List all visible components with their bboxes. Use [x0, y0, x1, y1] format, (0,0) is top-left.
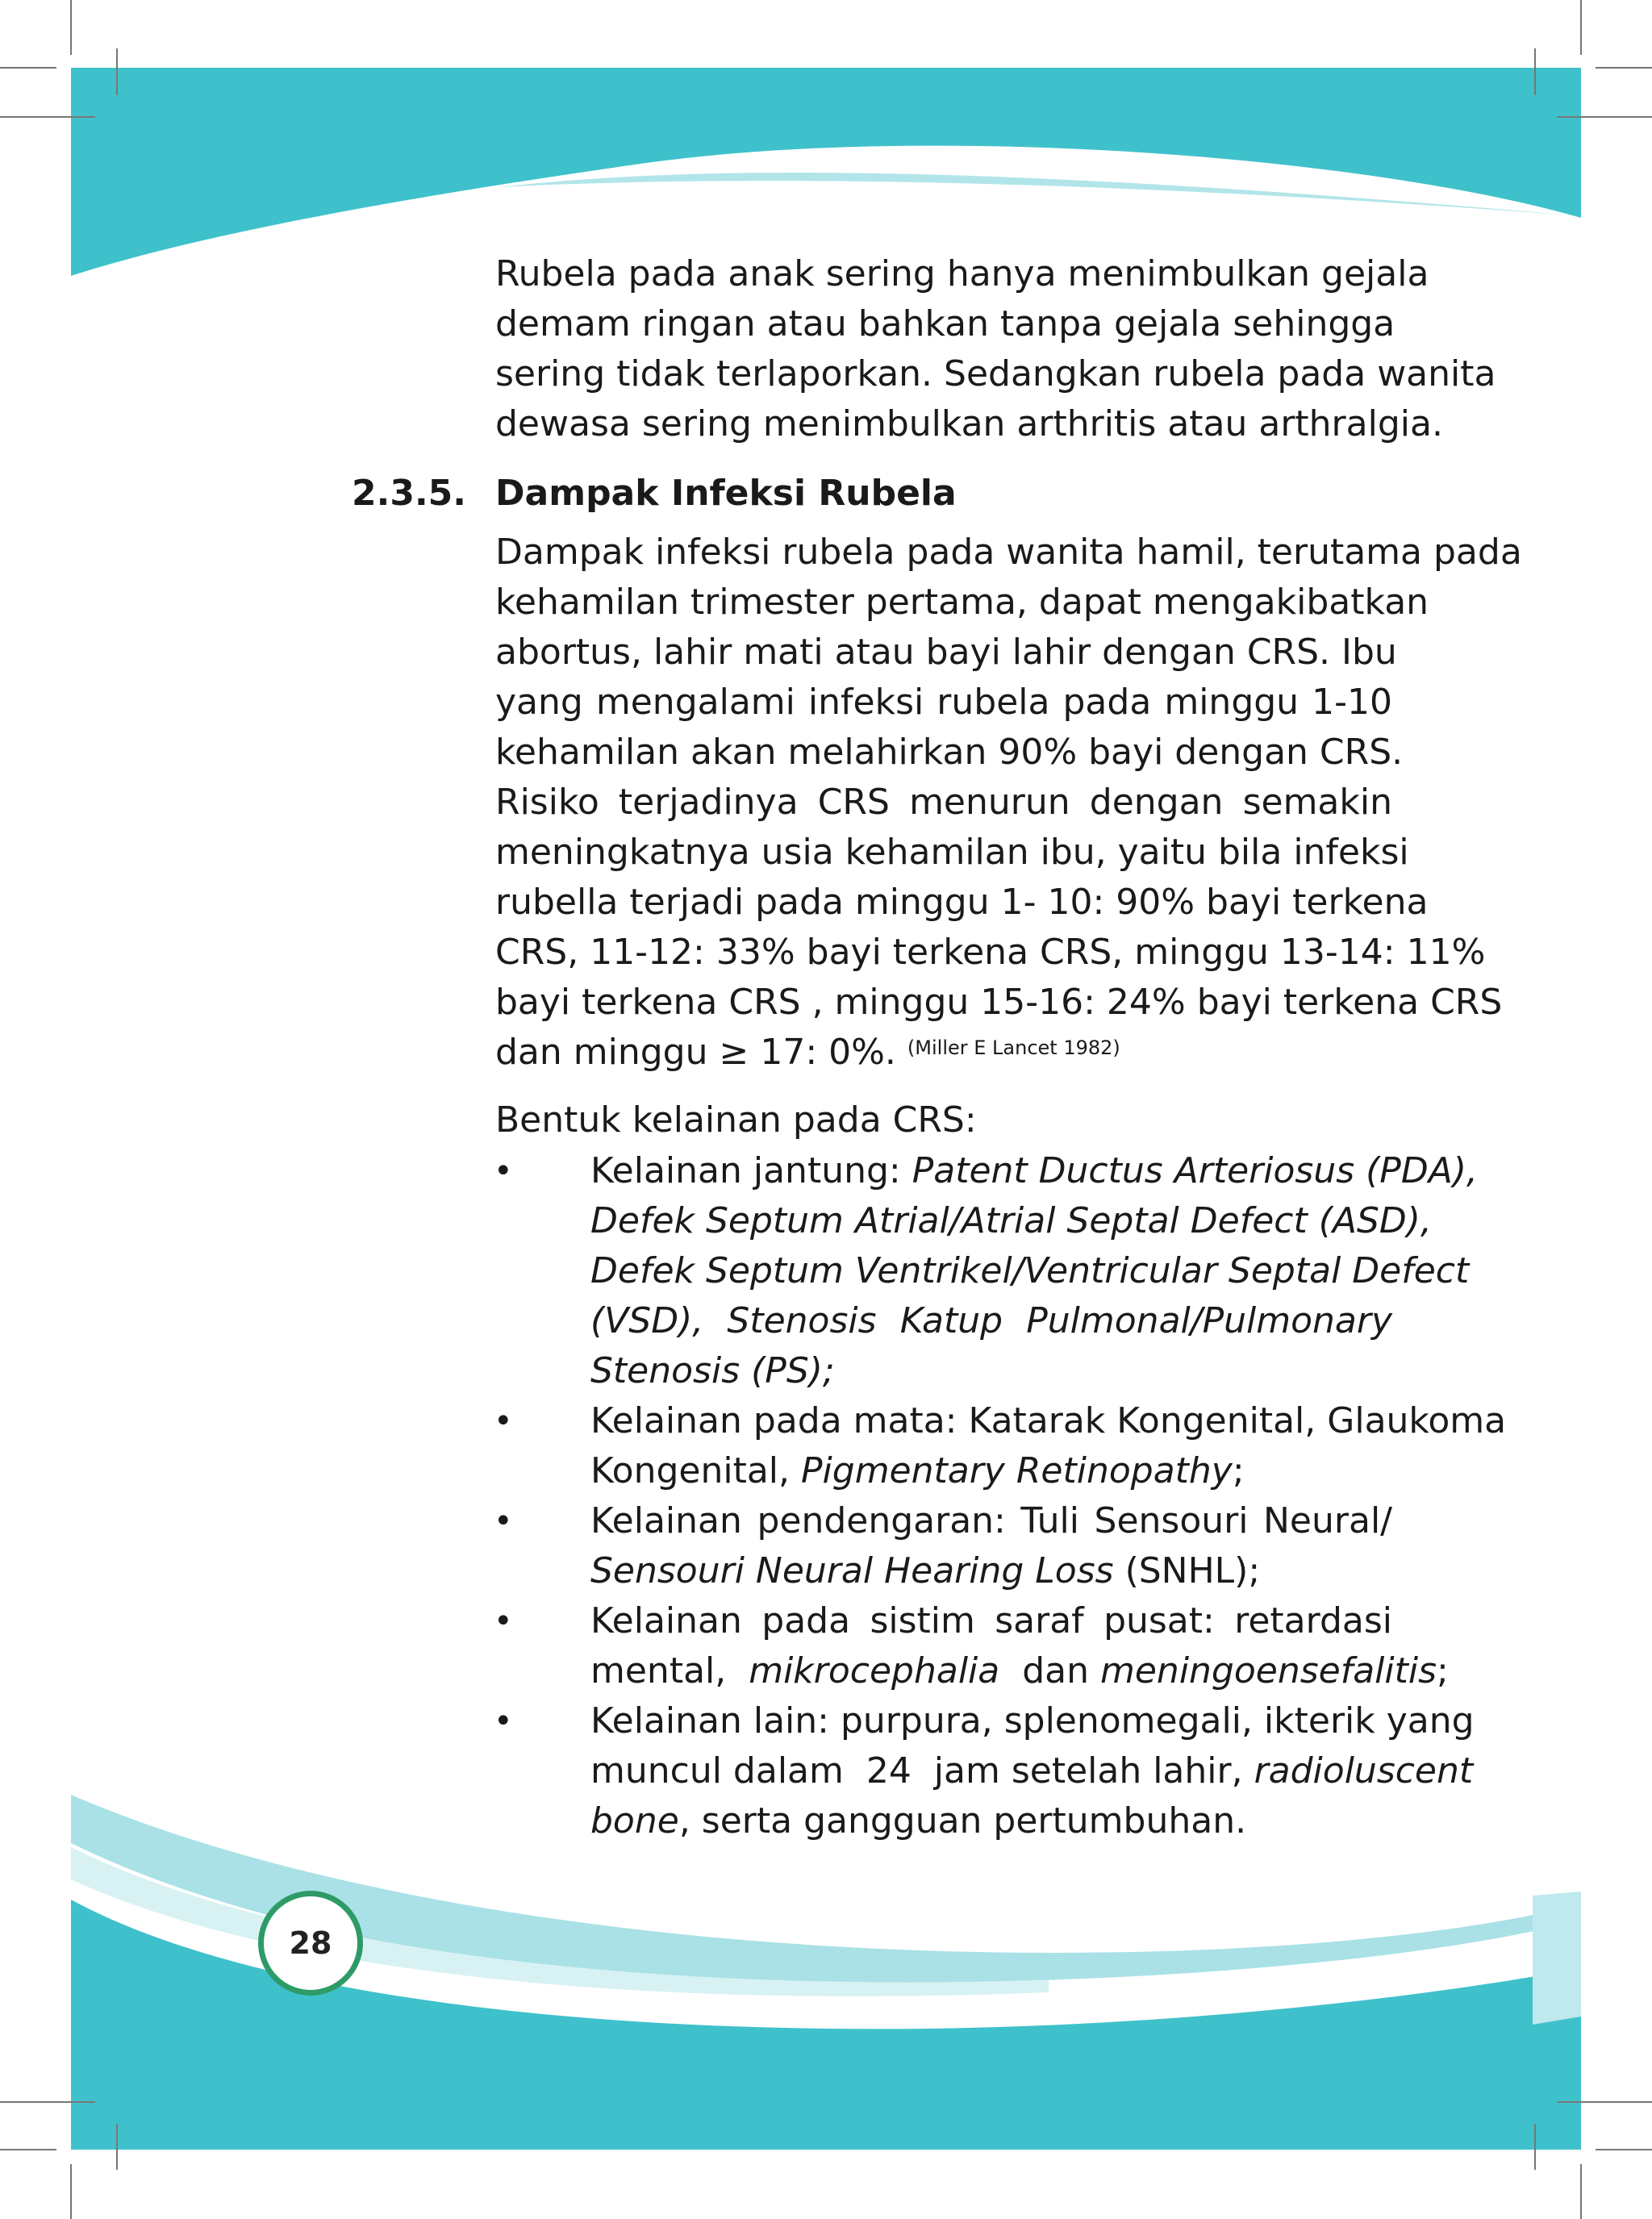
text-line: [590, 1746, 1474, 1796]
crs-intro: [495, 1095, 1392, 1145]
text-line: [590, 1146, 1478, 1196]
section-paragraph: [495, 528, 1522, 1078]
text-line: Kelainan pada sistim saraf pusat: retardasi: [590, 1600, 1392, 1641]
text-line: abortus, lahir mati atau bayi lahir dengan CRS. Ibu: [495, 632, 1397, 673]
text-run-italic: Patent Ductus Arteriosus (PDA),: [912, 1150, 1478, 1191]
text-line: [590, 1246, 1470, 1296]
text-line: Bentuk kelainan pada CRS:: [495, 1099, 977, 1141]
text-run-italic: (VSD), Stenosis Katup Pulmonal/Pulmonary: [590, 1300, 1392, 1341]
citation: (Miller E Lancet 1982): [907, 1037, 1120, 1059]
text-line: kehamilan akan melahirkan 90% bayi dengan CRS.: [495, 732, 1404, 773]
text-run: ;: [1437, 1650, 1449, 1691]
intro-paragraph: [495, 249, 1496, 449]
list-item: [590, 1596, 1449, 1696]
text-run: muncul dalam 24 jam setelah lahir,: [590, 1750, 1254, 1791]
text-run: Kelainan jantung:: [590, 1150, 912, 1191]
text-run: dan: [999, 1650, 1100, 1691]
text-line: [590, 1646, 1449, 1696]
text-line: [590, 1296, 1392, 1346]
text-run-italic: Sensouri Neural Hearing Loss: [590, 1550, 1114, 1591]
text-line: Kelainan pendengaran: Tuli Sensouri Neural/: [590, 1500, 1392, 1541]
text-line: meningkatnya usia kehamilan ibu, yaitu bila infeksi: [495, 832, 1409, 873]
text-line: bayi terkena CRS , minggu 15-16: 24% bayi terkena CRS: [495, 982, 1503, 1023]
text-line: Dampak infeksi rubela pada wanita hamil, terutama pada: [495, 532, 1522, 573]
list-item: [590, 1496, 1392, 1596]
text-line: [590, 1546, 1392, 1596]
text-run: , serta gangguan pertumbuhan.: [678, 1800, 1247, 1842]
text-run-italic: Stenosis (PS);: [590, 1350, 835, 1391]
text-run-italic: radioluscent: [1254, 1750, 1474, 1791]
text-line: [590, 1196, 1432, 1246]
text-run: ;: [1232, 1450, 1245, 1491]
text-line: dewasa sering menimbulkan arthritis atau arthralgia.: [495, 403, 1443, 444]
text-run: (SNHL);: [1113, 1550, 1261, 1591]
text-line: sering tidak terlaporkan. Sedangkan rubela pada wanita: [495, 353, 1496, 394]
bullet-icon: •: [494, 1603, 513, 1640]
bullet-icon: •: [494, 1153, 513, 1190]
page-number: 28: [258, 1891, 363, 1996]
bullet-icon: •: [494, 1403, 513, 1440]
text-line: rubella terjadi pada minggu 1- 10: 90% bayi terkena: [495, 882, 1429, 923]
text-line: [590, 1346, 1392, 1396]
text-run-italic: meningoensefalitis: [1100, 1650, 1437, 1691]
text-run-italic: Defek Septum Ventrikel/Ventricular Septal Defect: [590, 1250, 1470, 1291]
text-line: [495, 1028, 1392, 1078]
text-run: Kongenital,: [590, 1450, 801, 1491]
text-line: kehamilan trimester pertama, dapat mengakibatkan: [495, 582, 1429, 623]
text-line: CRS, 11-12: 33% bayi terkena CRS, minggu 13-14: 11%: [495, 932, 1486, 973]
text-line: demam ringan atau bahkan tanpa gejala sehingga: [495, 303, 1395, 344]
text-line: [590, 1446, 1392, 1496]
text-line: Kelainan pada mata: Katarak Kongenital, Glaukoma: [590, 1400, 1507, 1441]
bullet-icon: •: [494, 1703, 513, 1740]
text-run: mental,: [590, 1650, 749, 1691]
text-line: Kelainan lain: purpura, splenomegali, ikterik yang: [590, 1700, 1475, 1741]
list-item: [590, 1696, 1475, 1846]
text-run-italic: mikrocephalia: [749, 1650, 1000, 1691]
list-item: [590, 1146, 1478, 1396]
section-title: Dampak Infeksi Rubela: [495, 473, 957, 514]
list-item: [590, 1396, 1507, 1496]
text-run-italic: bone: [590, 1800, 679, 1842]
bullet-icon: •: [494, 1503, 513, 1540]
text-line: Rubela pada anak sering hanya menimbulkan gejala: [495, 253, 1429, 294]
text-run: dan minggu ≥ 17: 0%.: [495, 1032, 896, 1073]
text-line: yang mengalami infeksi rubela pada minggu 1-10: [495, 682, 1392, 723]
text-run-italic: Pigmentary Retinopathy: [801, 1450, 1233, 1491]
text-line: [590, 1796, 1392, 1846]
section-number: 2.3.5.: [352, 473, 466, 514]
text-run-italic: Defek Septum Atrial/Atrial Septal Defect (ASD),: [590, 1200, 1432, 1241]
text-line: Risiko terjadinya CRS menurun dengan semakin: [495, 782, 1392, 823]
